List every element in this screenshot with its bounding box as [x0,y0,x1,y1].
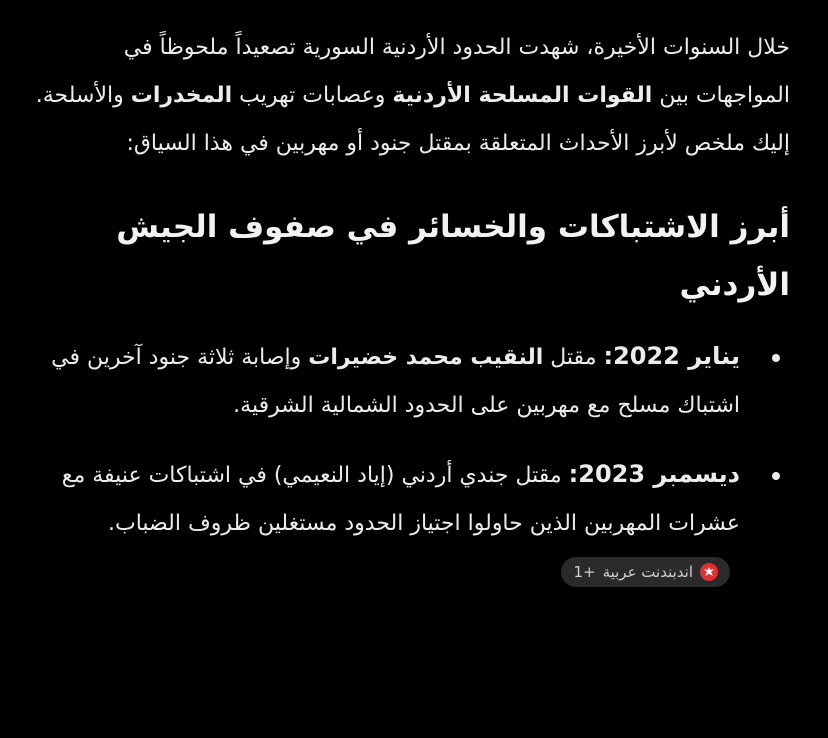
intro-text-2: وعصابات تهريب [232,83,393,108]
event-date: ديسمبر 2023: [568,460,740,488]
intro-text-3: والأسلحة. إليك ملخص لأبرز الأحداث المتعلقة بمقتل جنود أو مهربين في هذا السياق: [35,83,790,156]
list-item [32,332,790,430]
intro-bold-drugs: المخدرات [130,83,233,108]
events-list [32,332,790,596]
section-heading: أبرز الاشتباكات والخسائر في صفوف الجيش الأردني [116,209,790,303]
source-citation-chip[interactable] [561,557,730,587]
intro-paragraph [32,24,790,168]
bullet-icon [772,354,780,362]
intro-text-1: خلال السنوات الأخيرة، شهدت الحدود الأردنية السورية تصعيداً ملحوظاً في المواجهات بين [123,35,790,108]
event-person: النقيب محمد خضيرات [308,345,544,370]
event-text-post: مقتل جندي أردني (إياد النعيمي) في اشتباكات عنيفة مع عشرات المهربين الذين حاولوا اجتياز الحدود مستغلين ظروف الضباب. [61,463,740,536]
event-text-post: وإصابة ثلاثة جنود آخرين في اشتباك مسلح مع مهربين على الحدود الشمالية الشرقية. [51,345,740,418]
bullet-icon [772,472,780,480]
intro-bold-armed-forces: القوات المسلحة الأردنية [392,83,653,108]
event-text-pre: مقتل [543,345,604,370]
source-label: اندبندنت عربية [602,563,693,581]
source-more-count: +1 [573,563,596,581]
event-date: يناير 2022: [603,342,740,370]
list-item [32,450,790,596]
chat-response [32,24,790,616]
independent-eagle-icon [700,563,718,581]
